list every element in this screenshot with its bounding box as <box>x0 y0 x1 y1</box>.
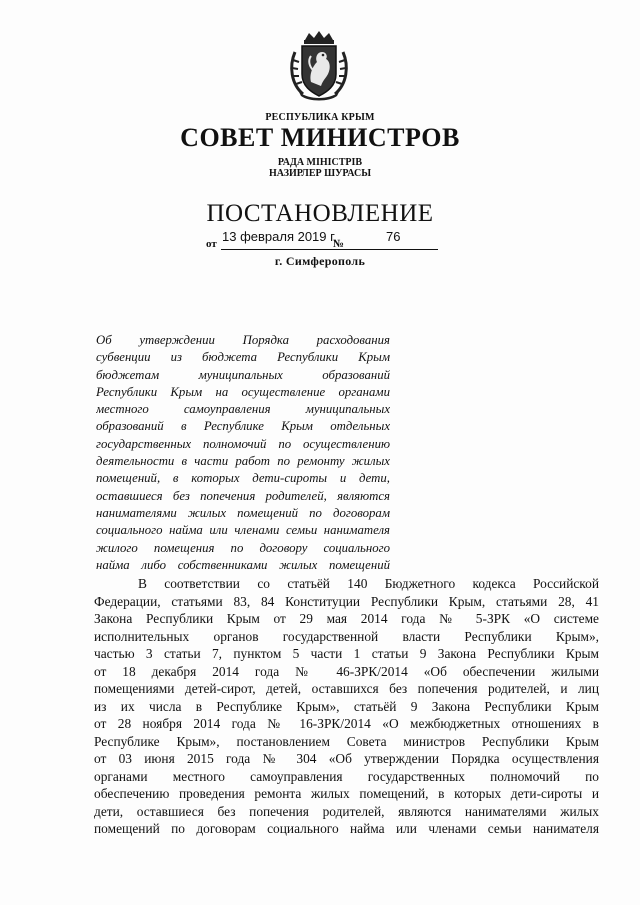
body-line: Закона Республики Крым от 29 мая 2014 года № 5-ЗРК «О системе <box>94 611 599 626</box>
subject-line: социального найма или членами семьи нанимателя <box>96 523 390 538</box>
subject-line: образований в Республике Крым отдельных <box>96 419 390 434</box>
council-title-crimean-tatar: НАЗИРЛЕР ШУРАСЫ <box>268 168 372 179</box>
document-date: 13 февраля 2019 г. <box>222 229 337 244</box>
body-line: обеспечению проведения ремонта жилых помещений, в которых дети-сироты и <box>94 786 599 801</box>
body-line: исполнительных органов государственной власти Республики Крым», <box>94 628 599 644</box>
date-prefix: от <box>206 238 217 250</box>
document-number: 76 <box>386 229 401 244</box>
date-number-row <box>206 229 438 251</box>
crimea-coat-of-arms-icon <box>287 30 351 102</box>
number-prefix: № <box>333 238 345 250</box>
subject-line: Республики Крым на осуществление органами <box>96 384 390 399</box>
republic-name: РЕСПУБЛИКА КРЫМ <box>265 112 375 123</box>
body-line: из их числа в Республике Крым», статьёй 9 Закона Республики Крым <box>94 698 599 714</box>
body-line: частью 3 статьи 7, пунктом 5 части 1 статьи 9 Закона Республики Крым <box>94 646 599 661</box>
body-line: помещениями детей-сирот, детей, оставшихся без попечения родителей, и лиц <box>94 681 599 696</box>
subject-line: государственных полномочий по осуществлению <box>96 436 390 451</box>
body-line: от 03 июня 2015 года № 304 «Об утверждении Порядка осуществления <box>94 751 599 766</box>
subject-line: найма либо собственниками жилых помещений <box>96 557 390 572</box>
subject-line: нанимателями жилых помещений по договорам <box>96 505 390 520</box>
document-type-title: ПОСТАНОВЛЕНИЕ <box>206 200 434 227</box>
date-underline <box>221 249 438 250</box>
subject-line: субвенции из бюджета Республики Крым <box>96 350 390 365</box>
subject-line: помещений, в которых дети-сироты и дети, <box>96 471 390 486</box>
subject-line: бюджетам муниципальных образований <box>96 367 390 382</box>
subject-line: деятельности в части работ по ремонту жилых <box>96 454 390 469</box>
body-line: дети, оставшиеся без попечения родителей, являются нанимателями жилых <box>94 803 599 819</box>
body-line: помещений по договорам социального найма или членами семьи нанимателя <box>94 821 599 836</box>
body-line: Республике Крым», постановлением Совета министров Республики Крым <box>94 733 599 749</box>
body-line: Федерации, статьями 83, 84 Конституции Республики Крым, статьями 28, 41 <box>94 593 599 609</box>
body-line: от 18 декабря 2014 года № 46-ЗРК/2014 «Об обеспечении жилыми <box>94 663 599 679</box>
council-title: СОВЕТ МИНИСТРОВ <box>180 123 460 152</box>
document-subject <box>96 332 390 574</box>
body-line: от 28 ноября 2014 года № 16-ЗРК/2014 «О межбюджетных отношениях в <box>94 716 599 731</box>
subject-line: Об утверждении Порядка расходования <box>96 333 390 347</box>
body-paragraph <box>94 575 599 838</box>
document-city: г. Симферополь <box>274 254 366 268</box>
body-line: В соответствии со статьёй 140 Бюджетного кодекса Российской <box>138 576 599 591</box>
subject-line: оставшиеся без попечения родителей, являются <box>96 488 390 503</box>
council-title-ukrainian: РАДА МІНІСТРІВ <box>277 157 363 168</box>
subject-line: жилого помещения по договору социального <box>96 540 390 555</box>
subject-line: местного самоуправления муниципальных <box>96 402 390 417</box>
body-line: органами местного самоуправления государственных полномочий по <box>94 768 599 784</box>
